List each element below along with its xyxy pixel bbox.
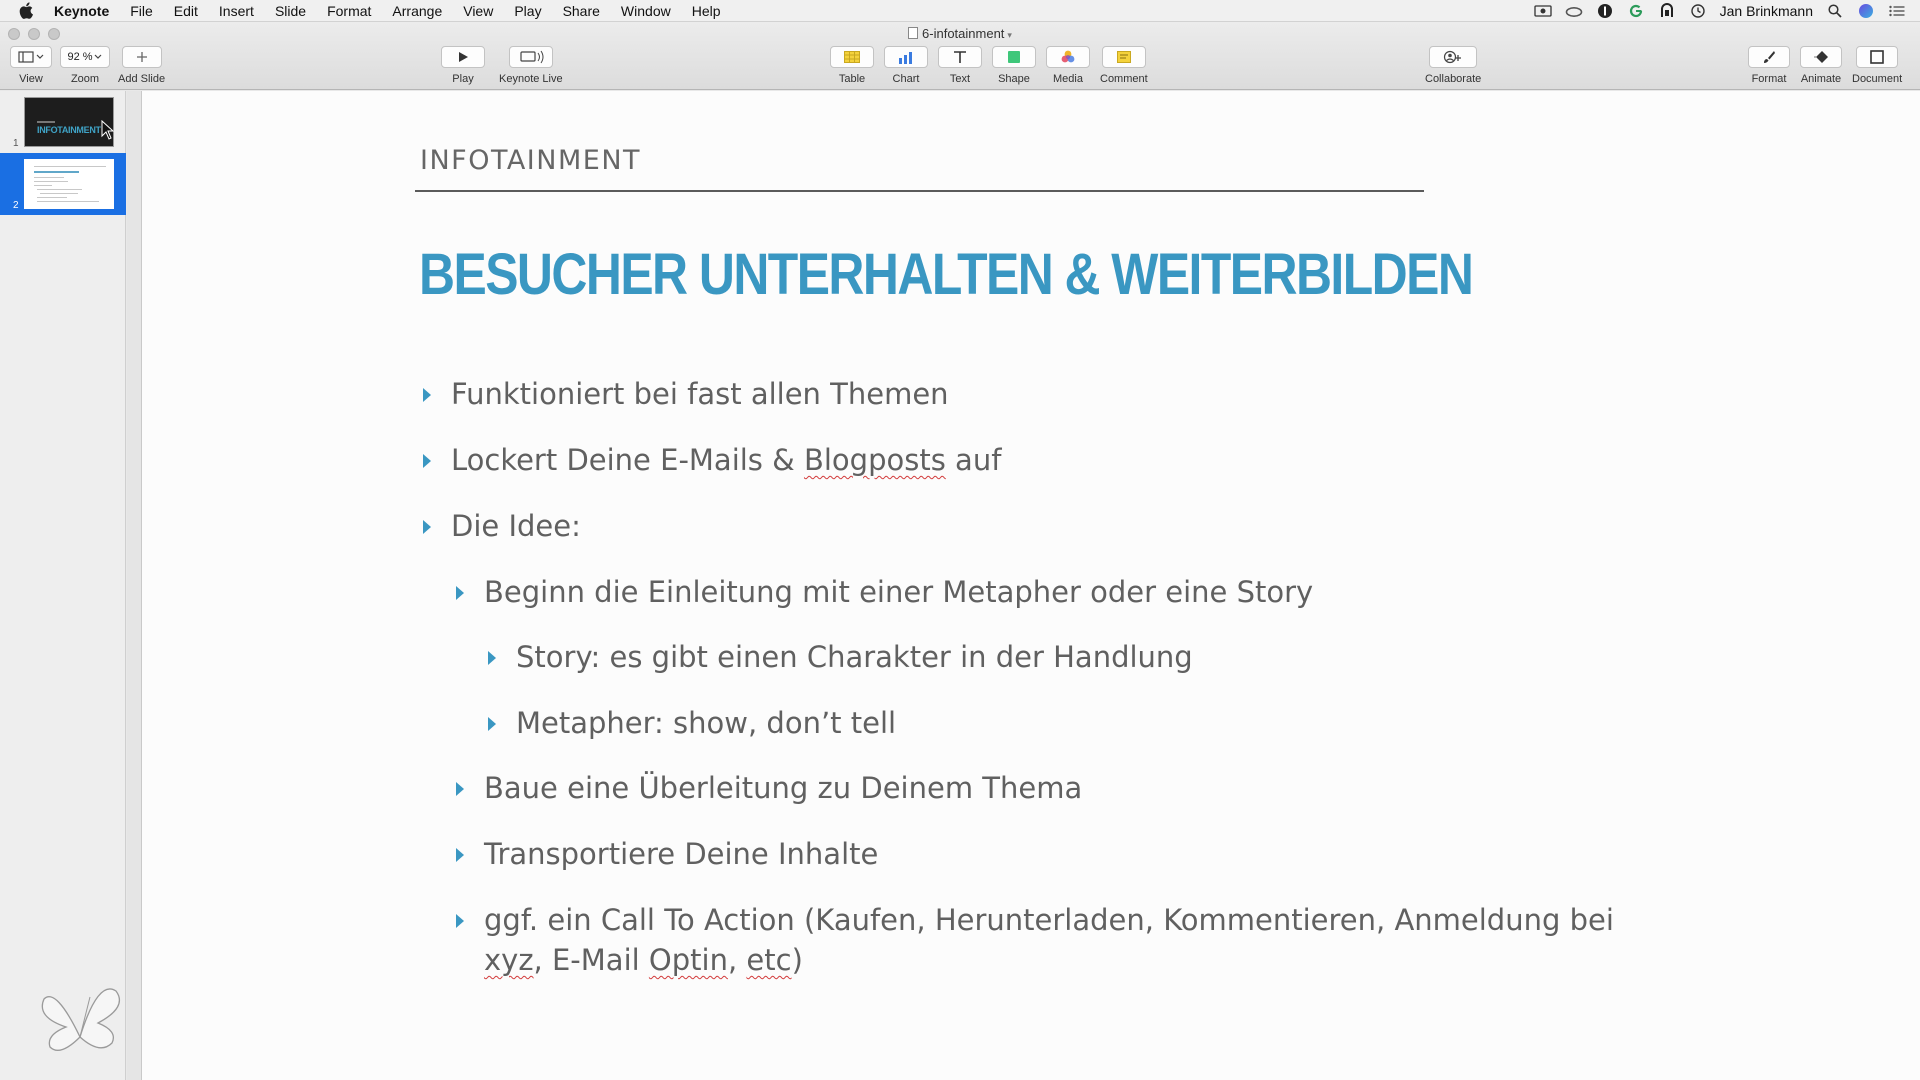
google-icon[interactable] (1627, 3, 1645, 19)
slide-navigator (0, 91, 126, 1080)
1password-icon[interactable] (1596, 3, 1614, 19)
play-icon (457, 51, 469, 63)
table-label: Table (838, 73, 866, 85)
slide-number: 1 (13, 138, 19, 149)
shape-icon (1007, 50, 1021, 64)
add-slide-button[interactable] (118, 46, 165, 85)
slide-thumbnail-2[interactable] (0, 153, 126, 215)
bullet-text: Funktioniert bei fast allen Themen (451, 377, 949, 411)
evernote-icon[interactable] (1658, 3, 1676, 19)
table-icon (844, 51, 860, 63)
bullet-triangle-icon (456, 914, 464, 928)
slide-canvas (127, 91, 1920, 1080)
bullet-text: Metapher: show, don’t tell (516, 706, 897, 740)
text-label: Text (949, 73, 971, 85)
zoom-dropdown[interactable] (60, 46, 110, 85)
view-label: View (19, 73, 43, 85)
menu-slide[interactable]: Slide (274, 2, 307, 19)
menu-share[interactable]: Share (562, 2, 600, 19)
notification-center-icon[interactable] (1888, 3, 1906, 19)
slide-title[interactable]: BESUCHER UNTERHALTEN & WEITERBILDEN (419, 242, 1473, 307)
shape-label: Shape (998, 73, 1030, 85)
menu-play[interactable]: Play (514, 2, 542, 19)
user-name[interactable]: Jan Brinkmann (1719, 3, 1813, 19)
chart-button[interactable] (884, 46, 928, 85)
bullet-text: Beginn die Einleitung mit einer Metapher oder eine Story (484, 575, 1314, 609)
menu-window[interactable]: Window (620, 2, 671, 19)
bullet-text: Story: es gibt einen Charakter in der Handlung (516, 640, 1193, 674)
keynote-live-button[interactable] (499, 46, 563, 85)
bullet-triangle-icon (456, 586, 464, 600)
bullet-5[interactable] (488, 637, 1193, 677)
table-button[interactable] (830, 46, 874, 85)
text-button[interactable] (938, 46, 982, 85)
apple-icon[interactable] (16, 2, 36, 20)
bullet-7[interactable] (456, 768, 1082, 808)
time-machine-icon[interactable] (1689, 3, 1707, 19)
menu-view[interactable]: View (463, 2, 494, 19)
play-label: Play (452, 73, 474, 85)
bullet-text: Die Idee: (451, 509, 581, 543)
bullet-triangle-icon (423, 388, 431, 402)
menu-insert[interactable]: Insert (218, 2, 254, 19)
bullet-triangle-icon (456, 848, 464, 862)
document-title-text: 6-infotainment (922, 26, 1005, 41)
mouse-pointer-icon (101, 120, 115, 140)
zoom-label: Zoom (70, 73, 100, 85)
paintbrush-icon (1762, 50, 1776, 64)
media-icon (1060, 49, 1076, 65)
comment-label: Comment (1100, 73, 1148, 85)
document-inspector-icon (1870, 50, 1884, 64)
collaborate-button[interactable] (1425, 46, 1481, 85)
animate-button[interactable] (1800, 46, 1842, 85)
slide-header[interactable]: INFOTAINMENT (420, 145, 642, 176)
slide-preview (24, 159, 114, 209)
format-button[interactable] (1748, 46, 1790, 85)
bullet-triangle-icon (488, 717, 496, 731)
document-button[interactable] (1852, 46, 1902, 85)
chevron-down-icon (93, 53, 103, 61)
chart-label: Chart (892, 73, 920, 85)
menu-bar (0, 0, 1920, 22)
collaborate-icon (1443, 50, 1463, 64)
misspelled-word[interactable]: xyz (484, 943, 534, 977)
document-icon (908, 27, 918, 39)
menu-edit[interactable]: Edit (173, 2, 198, 19)
media-button[interactable] (1046, 46, 1090, 85)
format-label: Format (1751, 73, 1787, 85)
plus-icon (136, 51, 148, 63)
misspelled-word[interactable]: Blogposts (803, 443, 946, 477)
menu-app-keynote[interactable]: Keynote (54, 2, 110, 19)
bullet-4[interactable] (456, 572, 1313, 612)
screen-record-icon[interactable] (1534, 3, 1552, 19)
bullet-9[interactable] (456, 900, 1619, 980)
bullet-3[interactable] (423, 506, 581, 546)
shape-button[interactable] (992, 46, 1036, 85)
animate-label: Animate (1800, 73, 1842, 85)
header-divider (415, 190, 1424, 192)
menu-help[interactable]: Help (691, 2, 721, 19)
bullet-triangle-icon (456, 782, 464, 796)
window-toolbar (0, 22, 1920, 90)
animate-icon (1813, 50, 1829, 64)
slide-2[interactable] (141, 91, 1920, 1080)
bullet-text: Lockert Deine E-Mails & Blogposts auf (451, 443, 1002, 477)
media-label: Media (1053, 73, 1083, 85)
add-slide-label: Add Slide (118, 73, 166, 85)
bullet-text: Baue eine Überleitung zu Deinem Thema (484, 771, 1083, 805)
butterfly-logo-icon (36, 977, 126, 1057)
keynote-live-icon (518, 50, 544, 64)
play-button[interactable] (441, 46, 485, 85)
comment-button[interactable] (1100, 46, 1148, 85)
bullet-1[interactable] (423, 374, 949, 414)
bullet-2[interactable] (423, 440, 1001, 480)
comment-icon (1117, 51, 1131, 63)
chevron-down-icon: ▾ (1007, 30, 1012, 40)
chart-icon (898, 51, 914, 64)
text-icon (953, 50, 967, 64)
bullet-text: ggf. ein Call To Action (Kaufen, Herunterladen, Kommentieren, Anmeldung bei xyz, E-Mail Optin, etc) (484, 903, 1614, 977)
bullet-6[interactable] (488, 703, 896, 743)
document-title[interactable] (0, 26, 1920, 41)
bullet-triangle-icon (488, 651, 496, 665)
menu-arrange[interactable]: Arrange (392, 2, 443, 19)
menu-file[interactable]: File (130, 2, 153, 19)
collaborate-label: Collaborate (1425, 73, 1482, 85)
zoom-value: 92 % (67, 51, 93, 63)
keynote-live-label: Keynote Live (499, 73, 563, 85)
spotlight-search-icon[interactable] (1826, 3, 1844, 19)
bullet-text: Transportiere Deine Inhalte (484, 837, 879, 871)
slide-preview-title: INFOTAINMENT (37, 125, 101, 135)
misspelled-word[interactable]: etc (746, 943, 792, 977)
view-button[interactable] (10, 46, 52, 85)
bullet-triangle-icon (423, 520, 431, 534)
bullet-triangle-icon (423, 454, 431, 468)
slide-number: 2 (13, 200, 19, 211)
bullet-8[interactable] (456, 834, 878, 874)
misspelled-word[interactable]: Optin (648, 943, 728, 977)
creative-cloud-icon[interactable] (1565, 3, 1583, 19)
siri-icon[interactable] (1857, 3, 1875, 19)
document-label: Document (1852, 73, 1903, 85)
menu-format[interactable]: Format (327, 2, 372, 19)
